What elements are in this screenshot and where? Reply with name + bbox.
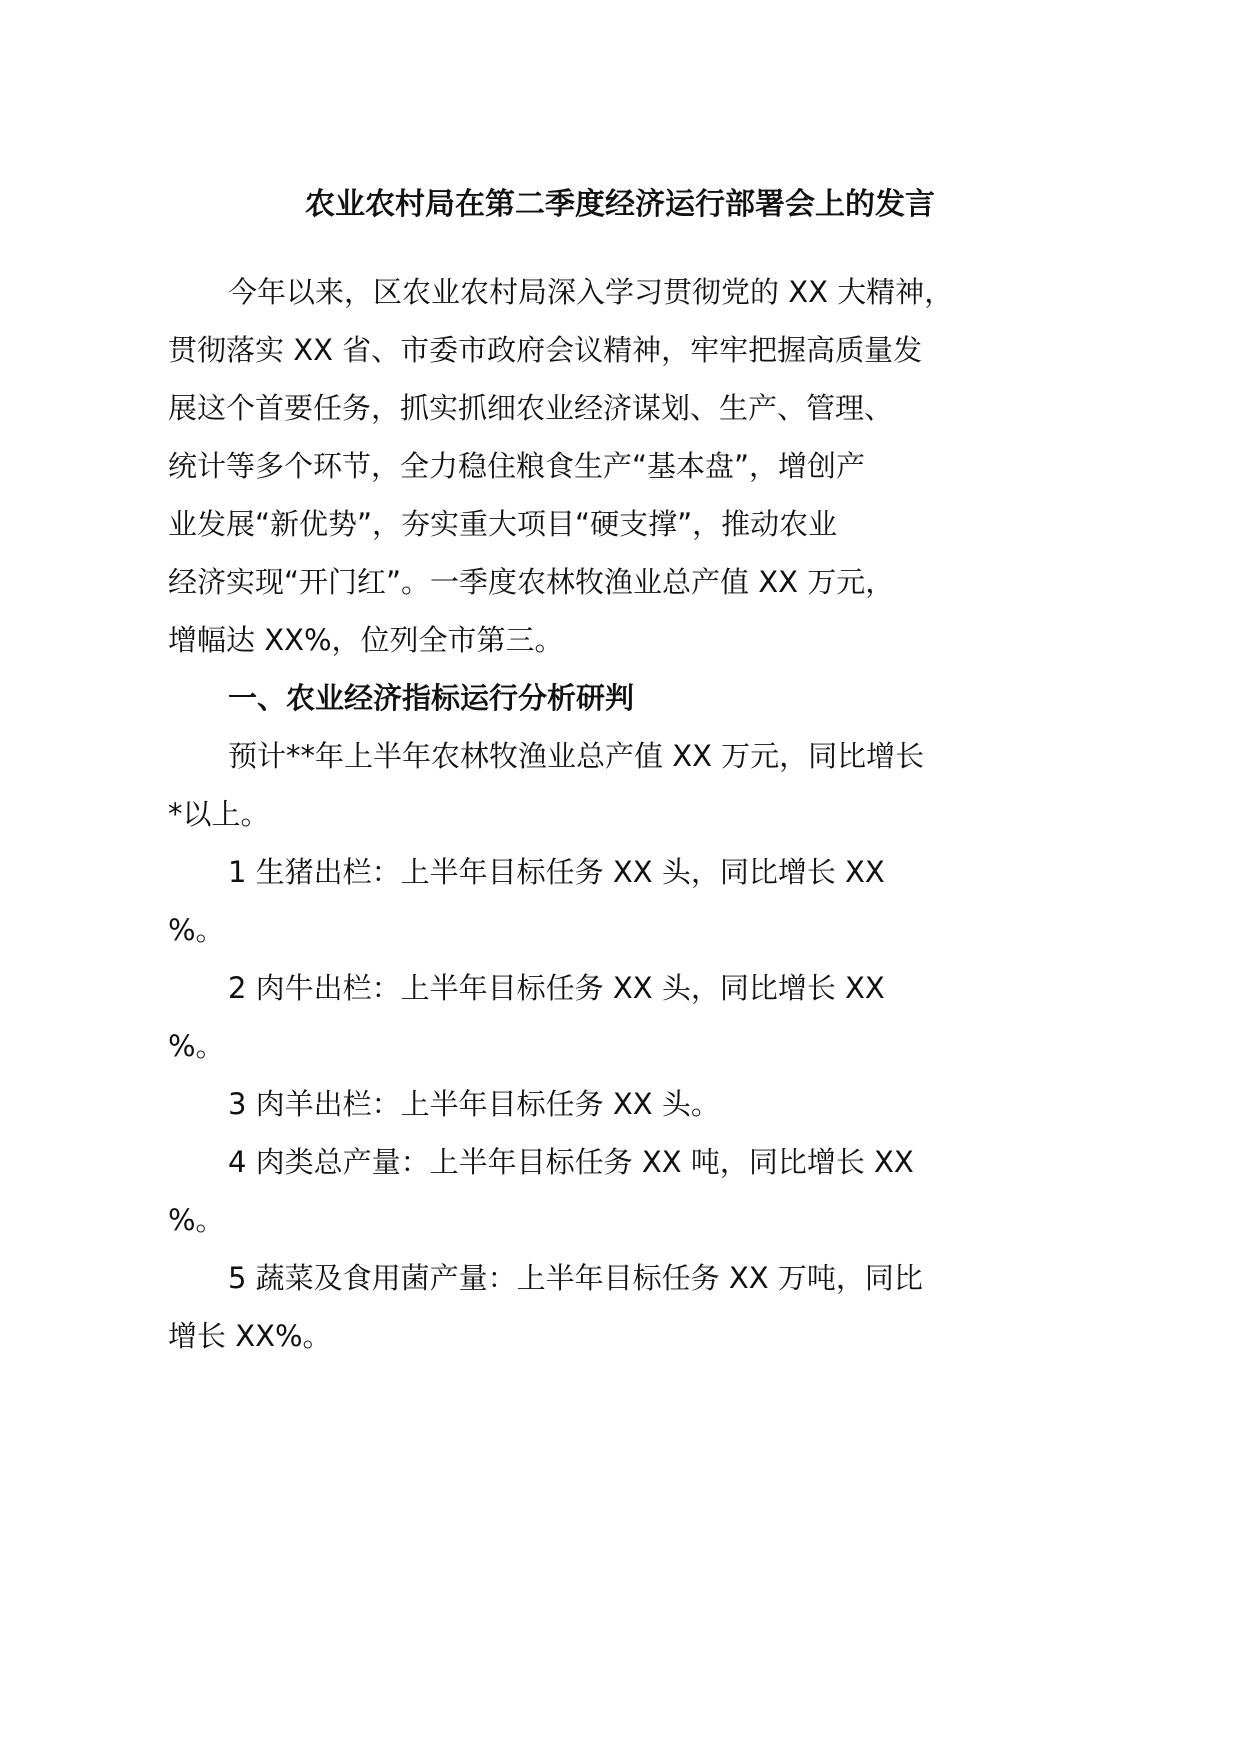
list-item: 4 肉类总产量：上半年目标任务 XX 吨，同比增长 XX	[228, 1145, 914, 1179]
paragraph-line: %。	[168, 1203, 225, 1237]
list-item: 1 生猪出栏：上半年目标任务 XX 头，同比增长 XX	[228, 855, 885, 889]
paragraph-line: 增幅达 XX%，位列全市第三。	[168, 623, 564, 657]
paragraph-line: 业发展“新优势”，夯实重大项目“硬支撑”，推动农业	[168, 507, 838, 541]
paragraph-line: 经济实现“开门红”。一季度农林牧渔业总产值 XX 万元，	[168, 565, 895, 599]
paragraph-line: 今年以来，区农业农村局深入学习贯彻党的 XX 大精神，	[228, 275, 954, 309]
paragraph-line: *以上。	[168, 797, 270, 831]
paragraph-line: %。	[168, 1029, 225, 1063]
paragraph-line: 贯彻落实 XX 省、市委市政府会议精神，牢牢把握高质量发	[168, 333, 923, 367]
list-item: 5 蔬菜及食用菌产量：上半年目标任务 XX 万吨，同比	[228, 1261, 923, 1295]
paragraph-line: %。	[168, 913, 225, 947]
document-title: 农业农村局在第二季度经济运行部署会上的发言	[305, 187, 935, 222]
list-item: 2 肉牛出栏：上半年目标任务 XX 头，同比增长 XX	[228, 971, 885, 1005]
list-item: 3 肉羊出栏：上半年目标任务 XX 头。	[228, 1087, 720, 1121]
paragraph-line: 统计等多个环节，全力稳住粮食生产“基本盘”，增创产	[168, 449, 866, 483]
paragraph-line: 增长 XX%。	[168, 1319, 332, 1353]
paragraph-line: 展这个首要任务，抓实抓细农业经济谋划、生产、管理、	[168, 391, 894, 425]
paragraph-line: 预计**年上半年农林牧渔业总产值 XX 万元，同比增长	[228, 739, 925, 773]
section-heading: 一、农业经济指标运行分析研判	[228, 681, 635, 715]
